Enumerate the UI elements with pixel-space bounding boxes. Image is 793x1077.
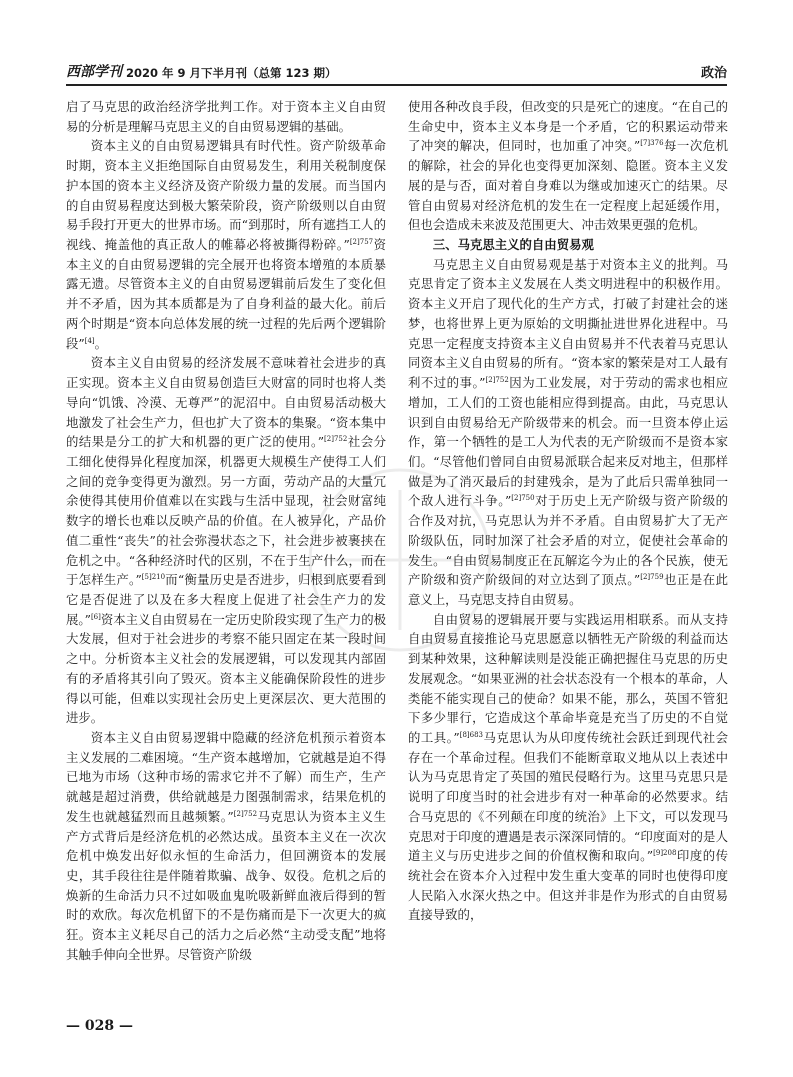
paragraph <box>408 610 728 926</box>
citation-ref: [2]757 <box>349 237 374 246</box>
paragraph-text: 因为工业发展，对于劳动的需求也相应增加，工人们的工资也能相应得到提高。由此，马克思认识到自由贸易给无产阶级带来的机会。而一旦资本停止运作，第一个牺牲的是工人为代表的无产阶级而不是资本家们。“尽管他们曾同自由贸易派联合起来反对地主，但那样做是为了消灭最后的封建残余，是为了此后只需单独同一个敌人进行斗争。” <box>408 375 729 509</box>
citation-ref: [5]210 <box>141 573 166 582</box>
paragraph <box>66 728 386 965</box>
paragraph-text: 马克思认为从印度传统社会跃迁到现代社会存在一个革命过程。但我们不能断章取义地从以上表述中认为马克思肯定了英国的殖民侵略行为。这里马克思只是说明了印度当时的社会进步有对一种革命的必然要求。结合马克思的《不列颠在印度的统治》上下文，可以发现马克思对于印度的遭遇是表示深深同情的。“印度面对的是人道主义与历史进步之间的价值权衡和取向。” <box>408 730 728 864</box>
paragraph <box>408 97 728 235</box>
citation-ref: [9]208 <box>653 849 677 858</box>
citation-ref: [7]376 <box>640 139 664 148</box>
citation-ref: [2]752 <box>324 435 348 444</box>
section-name: 政治 <box>700 66 727 81</box>
paragraph-text: 使用各种改良手段，但改变的只是死亡的速度。“在自己的生命史中，资本主义本身是一个矛盾，它的积累运动带来了冲突的解决，但同时，也加重了冲突。” <box>408 99 728 154</box>
citation-ref: [2]752 <box>233 809 258 818</box>
paragraph-text: 印度的传统社会在资本介入过程中发生重大变革的同时也使得印度人民陷入水深火热之中。但这并非是作为形式的自由贸易直接导致的， <box>408 848 729 923</box>
paragraph <box>66 353 386 728</box>
citation-ref: [6] <box>90 612 101 621</box>
paragraph-text: 每一次危机的解除，社会的异化也变得更加深刻、隐匿。资本主义发展的是与否，面对着自身难以为继或加速灭亡的结果。尽管自由贸易对经济危机的发生在一定程度上起延缓作用，但也会造成未来波及范围更大、冲击效果更强的危机。 <box>408 138 729 233</box>
paragraph-text: 资本主义自由贸易在一定历史阶段实现了生产力的极大发展，但对于社会进步的考察不能只固定在某一段时间之中。分析资本主义社会的发展逻辑，可以发现其内部固有的矛盾将其引向了毁灭。资本主义能确保阶段性的进步得以可能，但难以实现社会历史上更深层次、更大范围的进步。 <box>66 611 387 726</box>
paragraph-text: 资本主义的自由贸易逻辑具有时代性。资产阶级革命时期，资本主义拒绝国际自由贸易发生，利用关税制度保护本国的资本主义经济及资产阶级力量的发展。而当国内的自由贸易程度达到极大繁荣阶段，资产阶级则以自由贸易手段打开更大的世界市场。而“到那时，所有遮挡工人的视线、掩盖他的真正敌人的帷幕必将被撕得粉碎。” <box>66 138 386 253</box>
citation-ref: [2]750 <box>511 494 535 503</box>
paragraph-text: 马克思主义自由贸易观是基于对资本主义的批判。马克思肯定了资本主义发展在人类文明进程中的积极作用。资本主义开启了现代化的生产方式，打破了封建社会的迷梦，也将世界上更为原始的文明撕扯进世界化进程中。马克思一定程度支持资本主义自由贸易并不代表着马克思认同资本主义自由贸易的所有。“资本家的繁荣是对工人最有利不过的事。” <box>408 256 728 391</box>
paragraph-text: 资本主义自由贸易的经济发展不意味着社会进步的真正实现。资本主义自由贸易创造巨大财富的同时也将人类导向“饥饿、冷漠、无尊严”的泥沼中。自由贸易活动极大地激发了社会生产力，但也扩大了资本的集聚。“资本集中的结果是分工的扩大和机器的更广泛的使用。” <box>66 355 386 450</box>
page-number: — 028 — <box>66 1018 133 1034</box>
paragraph-text: 社会分工细化使得异化程度加深，机器更大规模生产使得工人们之间的竞争变得更为激烈。另一方面，劳动产品的大量冗余使得其使用价值难以在实践与生活中显现，社会财富纯数字的增长也难以反映产品的价值。在人被异化，产品价值二重性“丧失”的社会弥漫状态之下，社会进步被裹挟在危机之中。“各种经济时代的区别，不在于生产什么，而在于怎样生产。” <box>66 434 386 588</box>
left-column <box>66 97 386 965</box>
issue-info: 2020 年 9 月下半月刊（总第 123 期） <box>126 66 337 80</box>
paragraph-text: 资本主义自由贸易逻辑中隐藏的经济危机预示着资本主义发展的二难困境。“生产资本越增加，它就越是迫不得已地为市场（这种市场的需求它并不了解）而生产，生产就越是超过消费，供给就越是力图强制需求，结果危机的发生也就越猛烈而且越频繁。” <box>66 730 386 824</box>
paragraph <box>408 255 728 610</box>
citation-ref: [2]759 <box>640 573 664 582</box>
paragraph-text: 。 <box>94 335 108 351</box>
paragraph-text: 对于历史上无产阶级与资产阶级的合作及对抗，马克思认为并不矛盾。自由贸易扩大了无产阶级队伍，同时加深了社会矛盾的对立，促使社会革命的发生。“自由贸易制度正在瓦解迄今为止的各个民族，使无产阶级和资产阶级间的对立达到了顶点。” <box>408 493 728 588</box>
paragraph-text: 也正是在此意义上，马克思支持自由贸易。 <box>408 572 729 607</box>
header-left <box>66 61 337 81</box>
running-header <box>66 60 727 86</box>
paragraph-text: 马克思认为资本主义生产方式背后是经济危机的必然达成。虽资本主义在一次次危机中焕发出好似永恒的生命活力，但回溯资本的发展史，其手段往往是伴随着欺骗、战争、奴役。危机之后的焕新的生命活力只不过如吸血鬼吮吸新鲜血液后得到的暂时的欢欣。每次危机留下的不是伤痛而是下一次更大的疯狂。资本主义耗尽自己的活力之后必然“主动受支配”地将其触手伸向全世界。尽管资产阶级 <box>66 808 386 962</box>
right-column <box>408 97 728 925</box>
paragraph-text: 自由贸易的逻辑展开要与实践运用相联系。而从支持自由贸易直接推论马克思愿意以牺牲无产阶级的利益而达到某种效果，这种解读则是没能正确把握住马克思的历史发展观念。“如果亚洲的社会状态没有一个根本的革命，人类能不能实现自己的使命？如果不能，那么，英国不管犯下多少罪行，它造成这个革命毕竟是充当了历史的不自觉的工具。” <box>408 611 728 745</box>
paragraph-text: 启了马克思的政治经济学批判工作。对于资本主义自由贸易的分析是理解马克思主义的自由贸易逻辑的基础。 <box>66 99 386 134</box>
paragraph <box>66 136 386 353</box>
citation-ref: [2]752 <box>485 375 509 384</box>
journal-logo: 西部学刊 <box>66 64 122 80</box>
paragraph-text: 而“衡量历史是否进步，归根到底要看到它是否促进了以及在多大程度上促进了社会生产力的发展。” <box>66 572 386 627</box>
paragraph-text: 资本主义的自由贸易逻辑的完全展开也将资本增殖的本质暴露无遗。尽管资本主义的自由贸易逻辑前后发生了变化但并不矛盾，因为其本质都是为了自身利益的最大化。前后两个时期是“资本向总体发展的统一过程的先后两个逻辑阶段” <box>66 237 387 351</box>
citation-ref: [4] <box>84 336 95 345</box>
citation-ref: [8]683 <box>459 730 483 739</box>
section-heading: 三、马克思主义的自由贸易观 <box>432 237 594 253</box>
paragraph <box>66 97 386 136</box>
